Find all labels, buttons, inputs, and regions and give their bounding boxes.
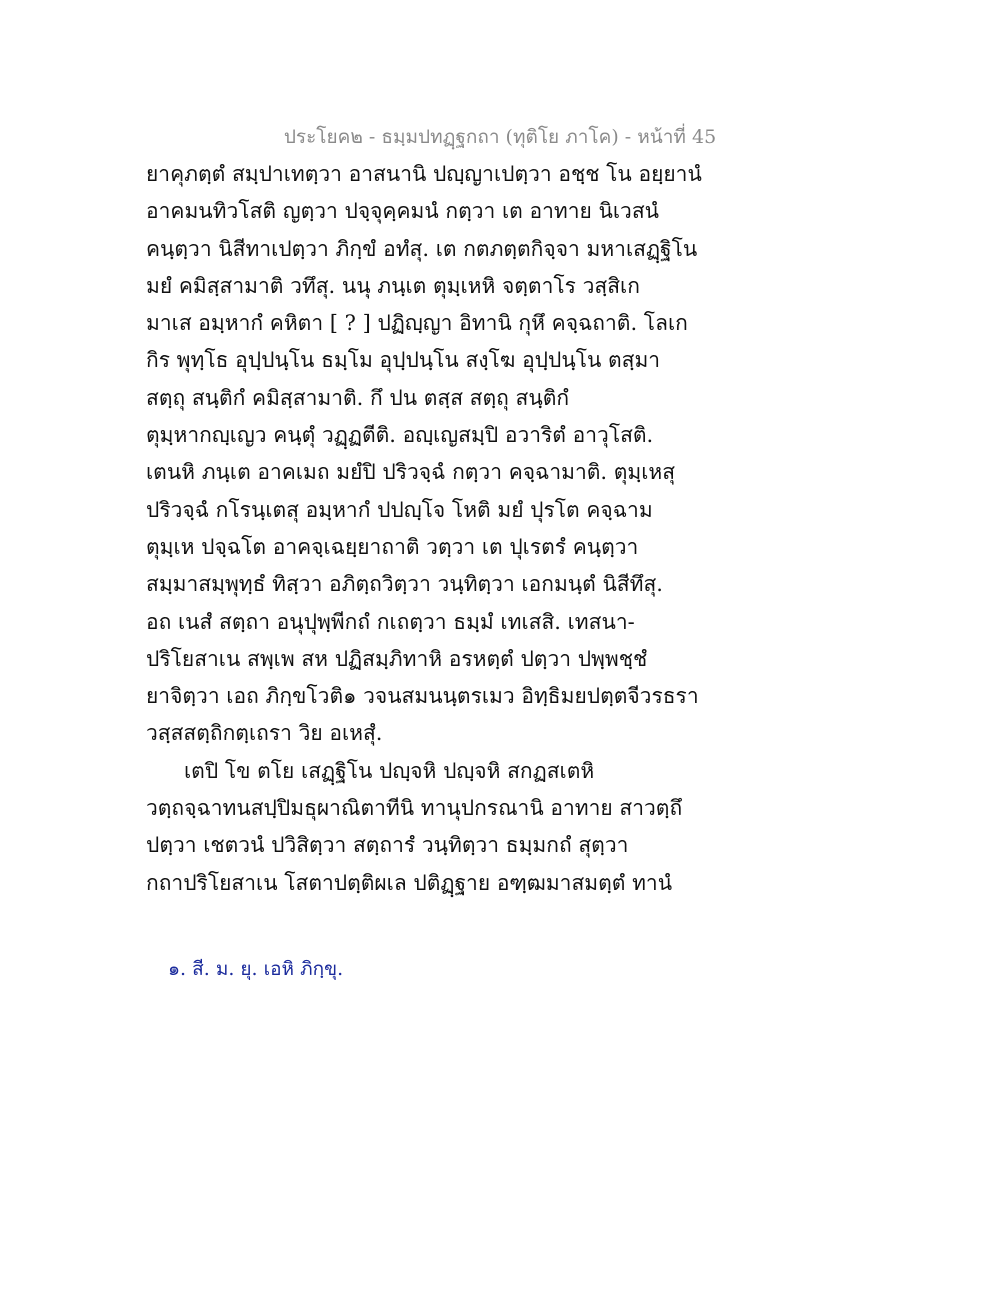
text-line: วตฺถจฺฉาทนสปฺปิมธุผาณิตาทีนิ ทานุปกรณานิ อาทาย สาวตฺถึ (146, 796, 683, 821)
text-line: มยํ คมิสฺสามาติ วทึสุ. นนุ ภนฺเต ตุมฺเหหิ จตฺตาโร วสฺสิเก (146, 273, 640, 298)
text-line: ตุมฺเห ปจฺฉโต อาคจฺเฉยฺยาถาติ วตฺวา เต ปุเรตรํ คนฺตฺวา (146, 534, 639, 559)
text-line: ยาคุภตฺตํ สมฺปาเทตฺวา อาสนานิ ปญฺญาเปตฺวา อชฺช โน อยฺยานํ (146, 162, 702, 186)
text-line: เตนหิ ภนฺเต อาคเมถ มยํปิ ปริวจฺฉํ กตฺวา คจฺฉามาติ. ตุมฺเหสุ (146, 460, 676, 485)
text-line: ปริวจฺฉํ กโรนฺเตสุ อมฺหากํ ปปญฺโจ โหติ มยํ ปุรโต คจฺฉาม (146, 497, 653, 522)
text-line: ปริโยสาเน สพฺเพ สห ปฏิสมฺภิทาหิ อรหตฺตํ ปตฺวา ปพฺพชฺชํ (146, 646, 648, 671)
text-line: อาคมนทิวโสติ ญตฺวา ปจฺจุคฺคมนํ กตฺวา เต อาทาย นิเวสนํ (146, 199, 660, 224)
text-line: สมฺมาสมฺพุทฺธํ ทิสฺวา อภิตฺถวิตฺวา วนฺทิตฺวา เอกมนฺตํ นิสีทึสุ. (146, 572, 663, 597)
body-text (146, 156, 866, 902)
text-line: คนฺตฺวา นิสีทาเปตฺวา ภิกฺขํ อทํสุ. เต กตภตฺตกิจฺจา มหาเสฏฺฐิโน (146, 236, 698, 261)
text-line: อถ เนสํ สตฺถา อนุปุพฺพีกถํ กเถตฺวา ธมฺมํ เทเสสิ. เทสนา- (146, 609, 635, 634)
text-line: ยาจิตฺวา เอถ ภิกฺขโวติ๑ วจนสมนนฺตรเมว อิทฺธิมยปตฺตจีวรธรา (146, 684, 699, 709)
text-line: ตุมฺหากญฺเญว คนฺตุํ วฏฺฏตีติ. อญฺเญสมฺปิ อวาริตํ อาวุโสติ. (146, 423, 654, 448)
text-line: มาเส อมฺหากํ คหิตา [ ? ] ปฏิญฺญา อิทานิ กุหึ คจฺฉถาติ. โลเก (146, 311, 688, 336)
text-line: วสฺสสตฺถิกตฺเถรา วิย อเหสุํ. (146, 721, 383, 746)
text-line: กถาปริโยสาเน โสตาปตฺติผเล ปติฏฺฐาย อฑฺฒมาสมตฺตํ ทานํ (146, 870, 673, 895)
text-line: ปตฺวา เชตวนํ ปวิสิตฺวา สตฺถารํ วนฺทิตฺวา ธมฺมกถํ สุตฺวา (146, 833, 629, 858)
text-line: สตฺถุ สนฺติกํ คมิสฺสามาติ. กึ ปน ตสฺส สตฺถุ สนฺติกํ (146, 385, 570, 410)
text-line: กิร พุทฺโธ อุปฺปนฺโน ธมฺโม อุปฺปนฺโน สงฺโฆ อุปฺปนฺโน ตสฺมา (146, 348, 661, 373)
page-header: ประโยค๒ - ธมฺมปทฏฺฐกถา (ทุติโย ภาโค) - หน้าที่ 45 (283, 126, 717, 148)
footnote: ๑. สี. ม. ยุ. เอหิ ภิกฺขุ. (168, 958, 344, 980)
paragraph-start-line: เตปิ โข ตโย เสฏฺฐิโน ปญฺจหิ ปญฺจหิ สกฏสเตหิ (184, 758, 595, 783)
